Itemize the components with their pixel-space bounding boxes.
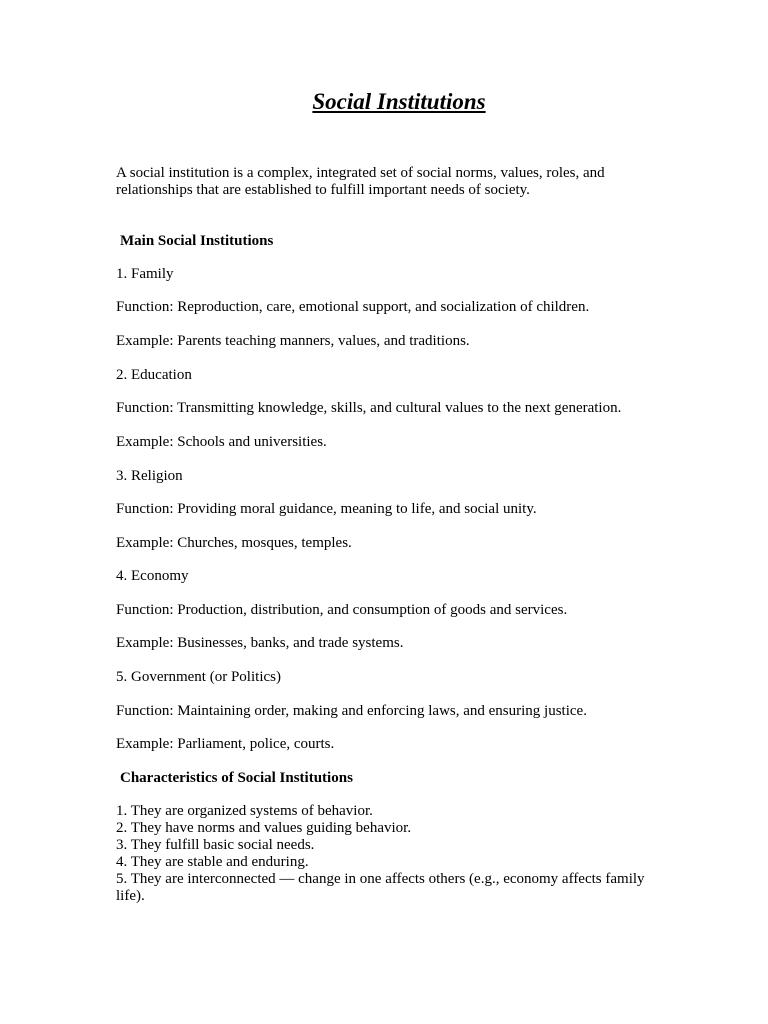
institution-name: 3. Religion [116, 468, 183, 484]
institution-function: Function: Production, distribution, and consumption of goods and services. [116, 602, 568, 618]
institution-name: 1. Family [116, 266, 174, 282]
institution-name: 4. Economy [116, 568, 189, 584]
list-item: 3. They fulfill basic social needs. [116, 837, 315, 853]
institution-name: 2. Education [116, 367, 192, 383]
characteristics-list [116, 803, 656, 905]
list-item: 5. They are interconnected — change in one affects others (e.g., economy affects family life). [116, 871, 645, 904]
list-item: 2. They have norms and values guiding behavior. [116, 820, 412, 836]
intro-paragraph: A social institution is a complex, integrated set of social norms, values, roles, and relationships that are established to fulfill important needs of society. [116, 165, 605, 198]
list-item: 1. They are organized systems of behavior. [116, 803, 373, 819]
institution-example: Example: Parliament, police, courts. [116, 736, 335, 752]
institution-name: 5. Government (or Politics) [116, 669, 281, 685]
institution-example: Example: Churches, mosques, temples. [116, 535, 352, 551]
institution-example: Example: Businesses, banks, and trade systems. [116, 635, 404, 651]
page-title: Social Institutions [312, 89, 486, 114]
institution-function: Function: Transmitting knowledge, skills, and cultural values to the next generation. [116, 400, 622, 416]
characteristics-heading: Characteristics of Social Institutions [120, 770, 353, 786]
institution-example: Example: Schools and universities. [116, 434, 327, 450]
institution-example: Example: Parents teaching manners, values, and traditions. [116, 333, 470, 349]
list-item: 4. They are stable and enduring. [116, 854, 309, 870]
institution-function: Function: Maintaining order, making and enforcing laws, and ensuring justice. [116, 703, 587, 719]
main-institutions-heading: Main Social Institutions [120, 233, 274, 249]
institution-function: Function: Providing moral guidance, meaning to life, and social unity. [116, 501, 537, 517]
institution-function: Function: Reproduction, care, emotional support, and socialization of children. [116, 299, 590, 315]
